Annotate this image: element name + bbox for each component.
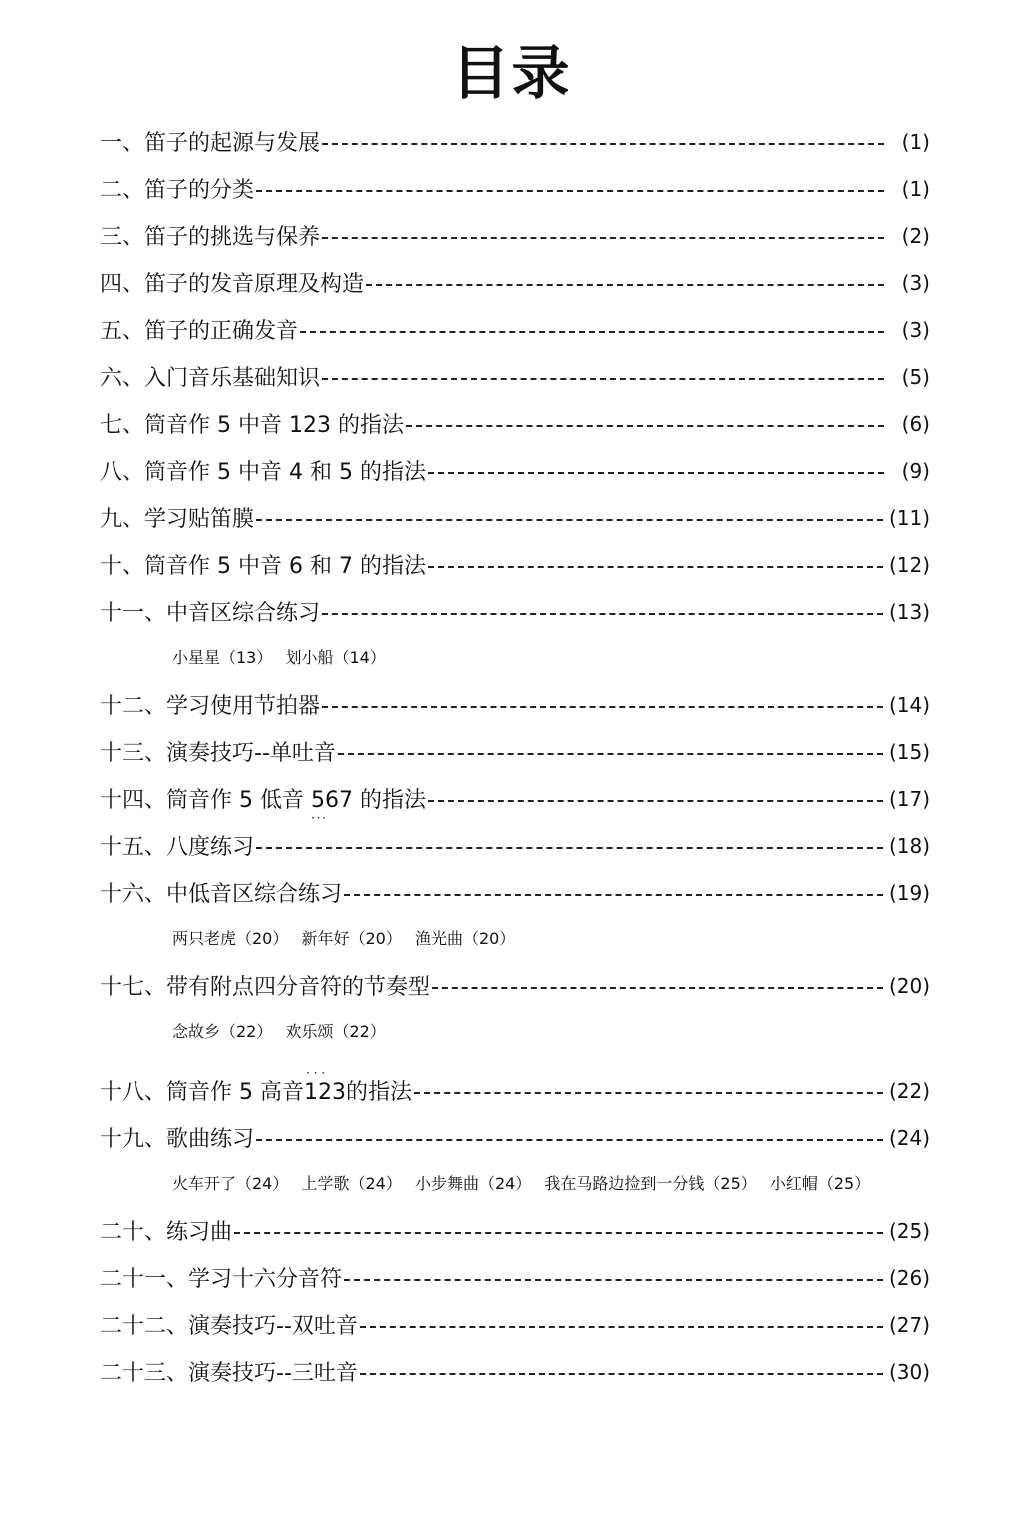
dot-leader: [366, 284, 884, 286]
toc-entry-label: 二十二、演奏技巧--双吐音: [100, 1314, 358, 1339]
dot-leader: [414, 1092, 883, 1094]
toc-entry-page: (1): [901, 176, 930, 201]
song-item[interactable]: 我在马路边捡到一分钱（25）: [544, 1174, 757, 1193]
toc-entry-page: (15): [888, 739, 930, 764]
toc-entry-label: 八、筒音作 5 中音 4 和 5 的指法: [100, 460, 426, 485]
dot-leader: [432, 987, 883, 989]
toc-entry-label: [100, 783, 426, 814]
label-prefix: 十四、筒音作 5 低音: [100, 788, 311, 813]
toc-entry[interactable]: [100, 1207, 930, 1254]
toc-entry-label: 十六、中低音区综合练习: [100, 882, 343, 907]
toc-entry-label: 十、筒音作 5 中音 6 和 7 的指法: [100, 554, 426, 579]
dot-leader: [360, 1373, 883, 1375]
song-item[interactable]: 欢乐颂（22）: [285, 1022, 386, 1041]
song-item[interactable]: 小红帽（25）: [769, 1174, 871, 1193]
toc-entry[interactable]: [100, 259, 930, 306]
toc-entry[interactable]: [100, 165, 930, 212]
toc-entry-label: 十三、演奏技巧--单吐音: [100, 741, 336, 766]
dot-leader: [256, 1139, 883, 1141]
dot-leader: [428, 800, 883, 802]
toc-entry-page: (30): [888, 1359, 930, 1384]
toc-entry[interactable]: [100, 212, 930, 259]
song-item[interactable]: 小步舞曲（24）: [414, 1174, 532, 1193]
toc-entry-page: (13): [888, 599, 930, 624]
dot-leader: [360, 1326, 883, 1328]
toc-entry-page: (18): [888, 833, 930, 858]
toc-entry-label: 十一、中音区综合练习: [100, 601, 321, 626]
toc-entry-label: 十七、带有附点四分音符的节奏型: [100, 975, 431, 1000]
toc-entry-label: 一、笛子的起源与发展: [100, 131, 321, 156]
label-suffix: 的指法: [352, 788, 426, 813]
toc-entry[interactable]: [100, 400, 930, 447]
toc-entry-page: (6): [901, 411, 930, 436]
dot-leader: [338, 753, 883, 755]
toc-entry[interactable]: [100, 1067, 930, 1114]
high-octave-notes: · · · 123: [304, 1080, 346, 1105]
toc-sub-list: [100, 916, 930, 962]
dot-leader: [344, 1279, 883, 1281]
toc-entry-page: (25): [888, 1218, 930, 1243]
label-suffix: 的指法: [345, 1080, 412, 1105]
dot-leader: [234, 1232, 883, 1234]
toc-entry-page: (1): [901, 129, 930, 154]
song-item[interactable]: 火车开了（24）: [172, 1174, 289, 1193]
toc-entry-page: (14): [888, 692, 930, 717]
dot-leader: [322, 378, 884, 380]
toc-entry-page: (12): [888, 552, 930, 577]
toc-entry-label: 十五、八度练习: [100, 835, 255, 860]
toc-entry-page: (2): [901, 223, 930, 248]
toc-entry[interactable]: [100, 306, 930, 353]
song-item[interactable]: 渔光曲（20）: [414, 929, 516, 948]
toc-entry-label: 十九、歌曲练习: [100, 1127, 255, 1152]
toc-entry-page: (24): [888, 1125, 930, 1150]
toc-entry-label: 二十、练习曲: [100, 1220, 233, 1245]
song-item[interactable]: 新年好（20）: [301, 929, 402, 948]
toc-entry-page: (17): [888, 786, 930, 811]
dot-leader: [322, 143, 884, 145]
toc-entry-page: (5): [901, 364, 930, 389]
toc-entry[interactable]: [100, 541, 930, 588]
toc-entry[interactable]: [100, 1348, 930, 1395]
toc-entry[interactable]: [100, 494, 930, 541]
toc-entry-label: [100, 1075, 412, 1106]
toc-sub-list: [100, 1009, 930, 1055]
toc-entry[interactable]: [100, 962, 930, 1009]
toc-entry[interactable]: [100, 775, 930, 822]
toc-entry-page: (22): [888, 1078, 930, 1103]
dot-leader: [428, 472, 884, 474]
toc-entry-label: 五、笛子的正确发音: [100, 319, 299, 344]
toc-entry-page: (11): [888, 505, 930, 530]
toc-entry[interactable]: [100, 588, 930, 635]
dot-leader: [428, 566, 883, 568]
toc-entry-page: (9): [901, 458, 930, 483]
toc-entry-label: 二十三、演奏技巧--三吐音: [100, 1361, 358, 1386]
dot-leader: [406, 425, 884, 427]
toc-entry-label: 二十一、学习十六分音符: [100, 1267, 343, 1292]
dot-leader: [256, 190, 884, 192]
toc-entry[interactable]: [100, 1301, 930, 1348]
toc-entry[interactable]: [100, 822, 930, 869]
toc-entry[interactable]: [100, 1254, 930, 1301]
toc-entry-label: 九、学习贴笛膜: [100, 507, 255, 532]
toc-entry[interactable]: [100, 447, 930, 494]
dot-leader: [322, 706, 883, 708]
song-item[interactable]: 小星星（13）: [172, 648, 273, 667]
song-item[interactable]: 上学歌（24）: [301, 1174, 402, 1193]
dot-leader: [322, 237, 884, 239]
dot-leader: [344, 894, 883, 896]
toc-entry[interactable]: [100, 869, 930, 916]
toc-entry-page: (26): [888, 1265, 930, 1290]
toc-entry[interactable]: [100, 681, 930, 728]
toc-entry-label: 四、笛子的发音原理及构造: [100, 272, 365, 297]
page-title: 目录: [451, 39, 572, 107]
song-item[interactable]: 两只老虎（20）: [172, 929, 289, 948]
toc-entry-page: (19): [888, 880, 930, 905]
table-of-contents: [100, 118, 930, 1395]
toc-entry-label: 六、入门音乐基础知识: [100, 366, 321, 391]
toc-entry[interactable]: [100, 118, 930, 165]
toc-entry-label: 十二、学习使用节拍器: [100, 694, 321, 719]
toc-entry[interactable]: [100, 728, 930, 775]
label-prefix: 十八、筒音作 5 高音: [100, 1080, 304, 1105]
song-item[interactable]: 念故乡（22）: [172, 1022, 273, 1041]
toc-entry-page: (3): [901, 317, 930, 342]
toc-entry-page: (3): [901, 270, 930, 295]
low-octave-notes: 567 · · ·: [311, 788, 353, 813]
dot-leader: [256, 847, 883, 849]
toc-entry-page: (20): [888, 973, 930, 998]
dot-leader: [300, 331, 884, 333]
toc-entry-label: 七、筒音作 5 中音 123 的指法: [100, 413, 404, 438]
dot-leader: [322, 613, 883, 615]
toc-sub-list: [100, 1161, 930, 1207]
toc-sub-list: [100, 635, 930, 681]
toc-entry-page: (27): [888, 1312, 930, 1337]
dot-leader: [256, 519, 883, 521]
song-item[interactable]: 划小船（14）: [285, 648, 386, 667]
toc-entry[interactable]: [100, 1114, 930, 1161]
toc-entry-label: 三、笛子的挑选与保养: [100, 225, 321, 250]
toc-entry-label: 二、笛子的分类: [100, 178, 255, 203]
toc-entry[interactable]: [100, 353, 930, 400]
